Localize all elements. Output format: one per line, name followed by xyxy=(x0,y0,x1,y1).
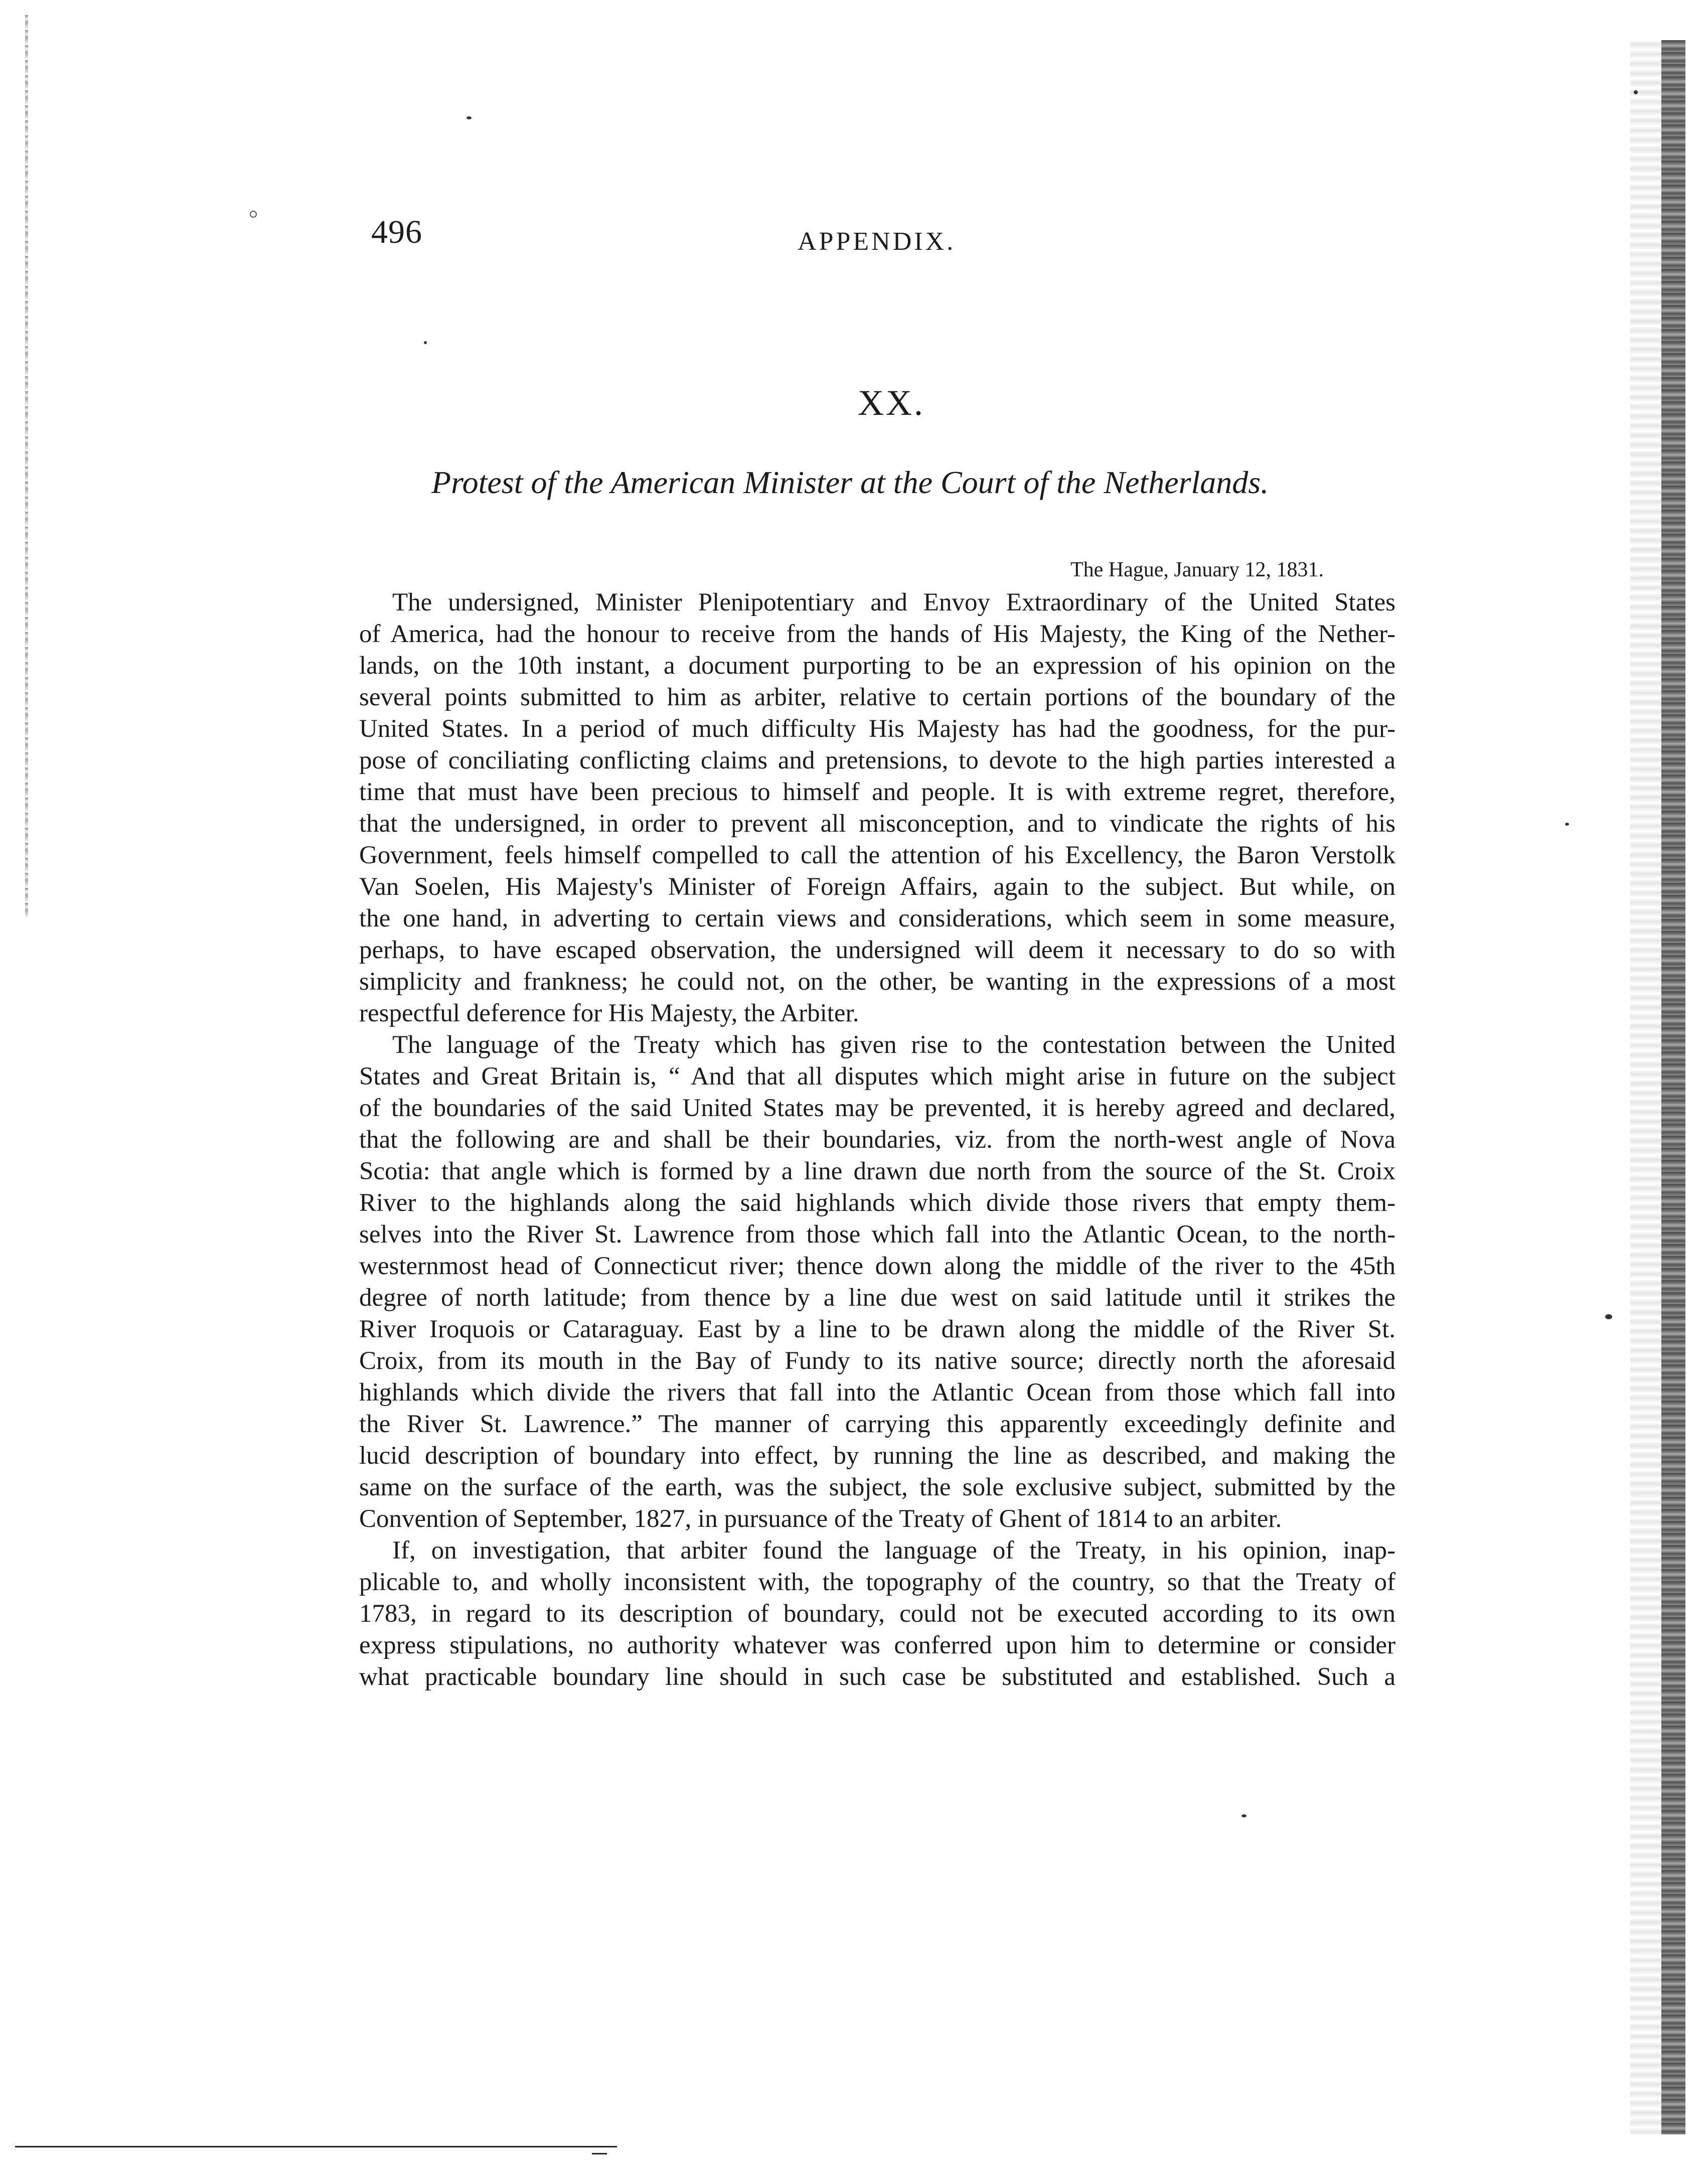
scan-speck xyxy=(424,341,427,344)
text-line: United States. In a period of much difficulty His Majesty has had the goodness, for the pur- xyxy=(359,715,1395,743)
dateline: The Hague, January 12, 1831. xyxy=(1070,558,1324,581)
scan-gutter-shadow xyxy=(1630,40,1661,2134)
text-line: the River St. Lawrence.” The manner of carrying this apparently exceedingly definite and xyxy=(359,1410,1395,1438)
text-line: the one hand, in adverting to certain views and considerations, which seem in some measure, xyxy=(359,904,1395,933)
text-line: simplicity and frankness; he could not, on the other, be wanting in the expressions of a most xyxy=(359,968,1395,996)
text-line: selves into the River St. Lawrence from those which fall into the Atlantic Ocean, to the north- xyxy=(359,1220,1395,1249)
text-line: what practicable boundary line should in such case be substituted and established. Such a xyxy=(359,1663,1395,1691)
page-number: 496 xyxy=(371,214,422,250)
text-line: highlands which divide the rivers that fall into the Atlantic Ocean from those which fall into xyxy=(359,1378,1395,1407)
bottom-rule xyxy=(15,2146,617,2147)
text-line: lucid description of boundary into effect, by running the line as described, and making the xyxy=(359,1442,1395,1470)
text-line: Convention of September, 1827, in pursuance of the Treaty of Ghent of 1814 to an arbiter. xyxy=(359,1505,1282,1533)
text-line: time that must have been precious to himself and people. It is with extreme regret, therefore, xyxy=(359,778,1395,806)
text-line: River to the highlands along the said highlands which divide those rivers that empty them- xyxy=(359,1189,1395,1217)
running-head: APPENDIX. xyxy=(798,227,956,256)
text-line: Van Soelen, His Majesty's Minister of Foreign Affairs, again to the subject. But while, on xyxy=(359,873,1395,901)
paragraph-1 xyxy=(359,587,1395,1029)
text-line: that the following are and shall be their boundaries, viz. from the north-west angle of Nova xyxy=(359,1126,1395,1154)
text-line: express stipulations, no authority whatever was conferred upon him to determine or consider xyxy=(359,1631,1395,1659)
text-line: States and Great Britain is, “ And that all disputes which might arise in future on the subject xyxy=(359,1062,1395,1091)
scan-speck xyxy=(467,116,472,119)
text-line: same on the surface of the earth, was the subject, the sole exclusive subject, submitted by the xyxy=(359,1473,1395,1501)
paragraph-3 xyxy=(359,1535,1395,1693)
scan-left-edge xyxy=(25,15,28,918)
text-line: The undersigned, Minister Plenipotentiary and Envoy Extraordinary of the United States xyxy=(392,588,1395,616)
text-line: that the undersigned, in order to prevent all misconception, and to vindicate the rights of his xyxy=(359,810,1395,838)
text-line: The language of the Treaty which has given rise to the contestation between the United xyxy=(392,1031,1395,1059)
text-line: pose of conciliating conflicting claims and pretensions, to devote to the high parties interested a xyxy=(359,746,1395,775)
text-line: 1783, in regard to its description of boundary, could not be executed according to its own xyxy=(359,1600,1395,1628)
text-line: Croix, from its mouth in the Bay of Fundy to its native source; directly north the aforesaid xyxy=(359,1347,1395,1375)
document-title: Protest of the American Minister at the Court of the Netherlands. xyxy=(431,464,1269,500)
scan-speck xyxy=(1634,90,1638,94)
text-line: respectful deference for His Majesty, the Arbiter. xyxy=(359,999,859,1027)
text-line: lands, on the 10th instant, a document purporting to be an expression of his opinion on the xyxy=(359,652,1395,680)
scan-right-edge xyxy=(1661,40,1685,2134)
text-line: plicable to, and wholly inconsistent with, the topography of the country, so that the Treaty of xyxy=(359,1568,1395,1596)
scan-speck xyxy=(1565,823,1569,826)
text-line: of America, had the honour to receive from the hands of His Majesty, the King of the Nether- xyxy=(359,620,1395,648)
text-line: several points submitted to him as arbiter, relative to certain portions of the boundary of the xyxy=(359,683,1395,711)
text-line: degree of north latitude; from thence by a line due west on said latitude until it strikes the xyxy=(359,1284,1395,1312)
scan-speck xyxy=(250,211,257,218)
text-line: of the boundaries of the said United States may be prevented, it is hereby agreed and declared, xyxy=(359,1094,1395,1122)
scan-speck xyxy=(1605,1314,1612,1319)
text-line: westernmost head of Connecticut river; thence down along the middle of the river to the 45th xyxy=(359,1252,1395,1280)
scan-speck xyxy=(1241,1814,1247,1817)
paragraph-2 xyxy=(359,1029,1395,1535)
text-line: Scotia: that angle which is formed by a line drawn due north from the source of the St. Croix xyxy=(359,1157,1395,1185)
text-line: River Iroquois or Cataraguay. East by a line to be drawn along the middle of the River St. xyxy=(359,1315,1395,1343)
text-line: Government, feels himself compelled to call the attention of his Excellency, the Baron Verstolk xyxy=(359,841,1395,869)
text-line: If, on investigation, that arbiter found the language of the Treaty, in his opinion, inap- xyxy=(392,1536,1395,1565)
body-text xyxy=(359,587,1395,1693)
section-number: XX. xyxy=(858,383,925,423)
text-line: perhaps, to have escaped observation, the undersigned will deem it necessary to do so with xyxy=(359,936,1395,964)
bottom-rule-mark xyxy=(592,2153,607,2154)
